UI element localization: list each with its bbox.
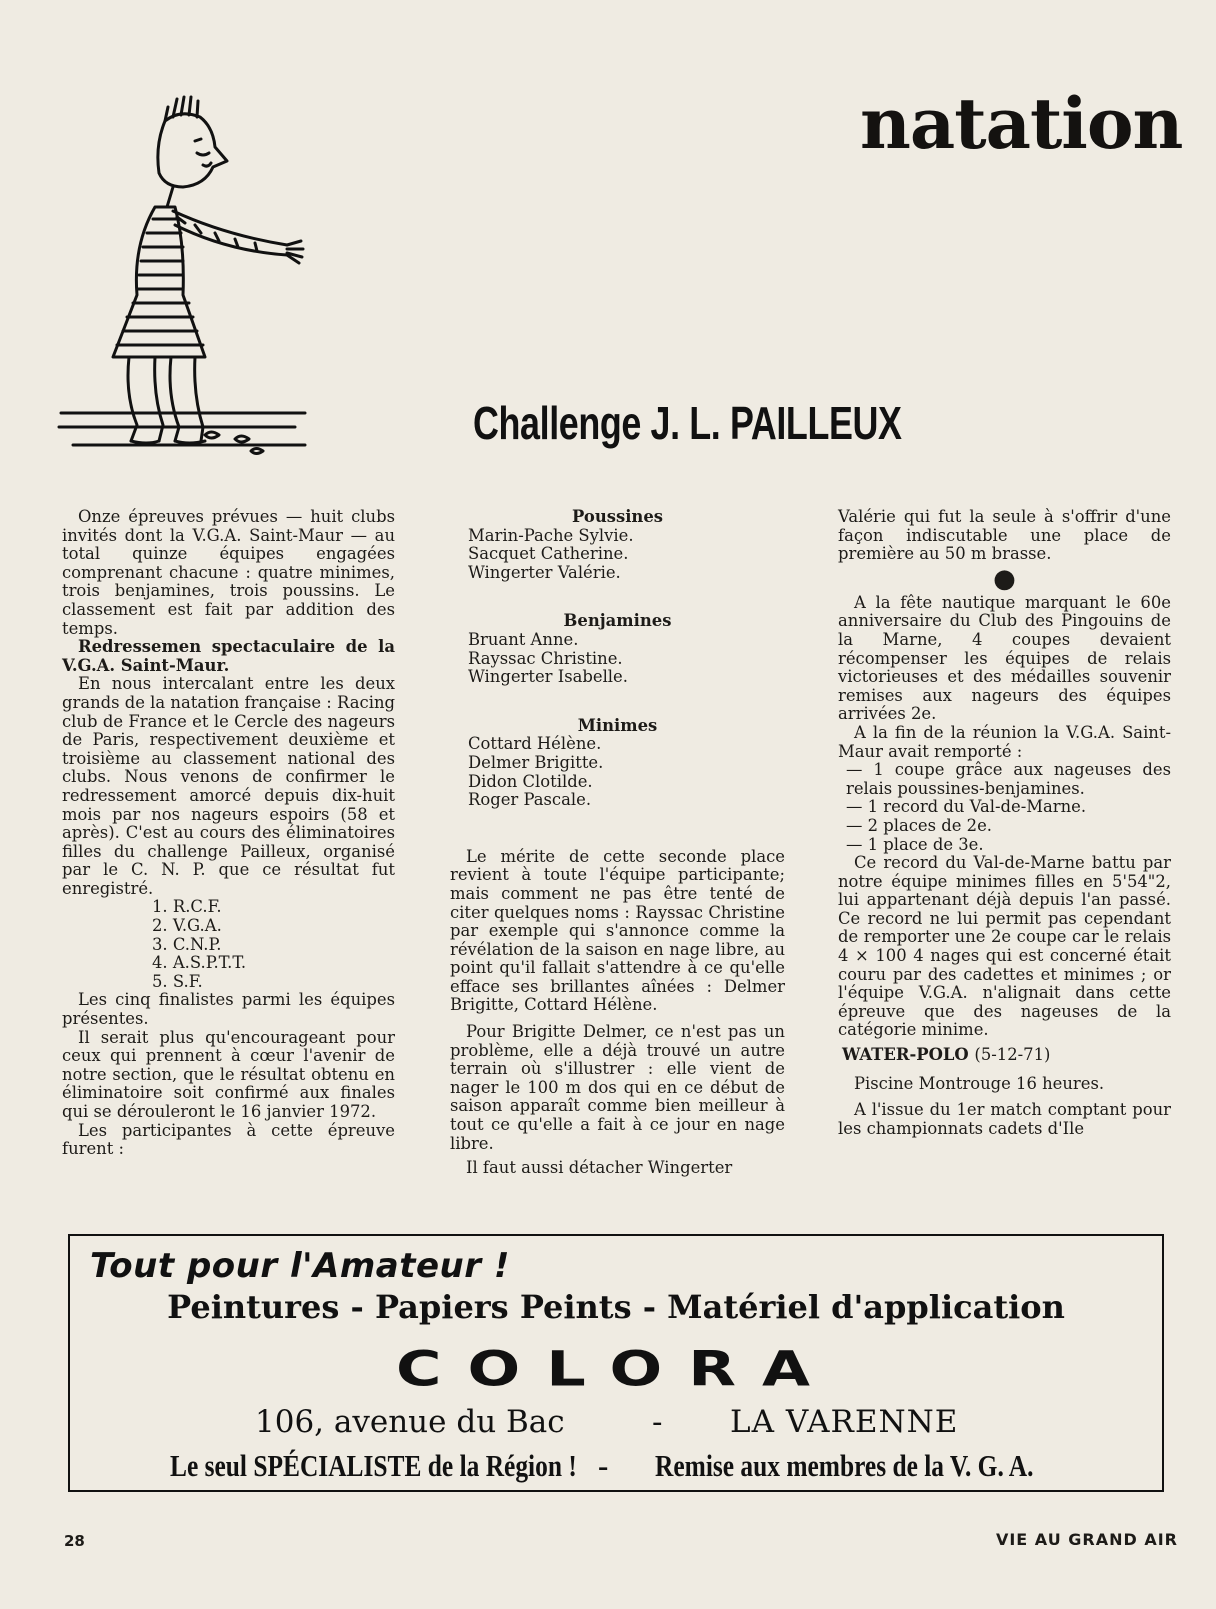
ad-products: Peintures - Papiers Peints - Matériel d'application	[167, 1288, 1065, 1326]
water-polo-heading	[838, 1046, 1171, 1065]
col1-paragraph: Il serait plus qu'encourageant pour ceux qui prennent à cœur l'avenir de notre section, que le résultat obtenu en éliminatoire soit confirmé aux finales qui se dérouleront le 16 janvier 1972.	[62, 1027, 395, 1121]
advertisement	[68, 1234, 1164, 1492]
category-title-benjamines: Benjamines	[563, 611, 672, 631]
col1-subhead: Redressemen spectaculaire de la V.G.A. Saint-Maur.	[62, 637, 395, 675]
ranking-item: 5. S.F.	[152, 971, 203, 991]
participant-name: Marin-Pache Sylvie.	[468, 525, 634, 545]
ranking-item: 1. R.C.F.	[152, 897, 222, 917]
ad-separator: -	[598, 1448, 609, 1483]
participant-name: Delmer Brigitte.	[468, 752, 604, 772]
section-bullet: ●	[993, 563, 1016, 594]
participant-name: Sacquet Catherine.	[468, 544, 629, 564]
participant-name: Rayssac Christine.	[468, 648, 623, 668]
col1-paragraph: Les participantes à cette épreuve furent :	[62, 1120, 395, 1159]
result-item: — 1 coupe grâce aux nageuses des relais poussines-benjamines.	[846, 760, 1171, 798]
water-polo-date: (5-12-71)	[974, 1045, 1051, 1065]
ad-slogan-right: Remise aux membres de la V. G. A.	[655, 1448, 1034, 1483]
col3-paragraph: A l'issue du 1er match comptant pour les championnats cadets d'Ile	[838, 1100, 1171, 1138]
ranking-item: 4. A.S.P.T.T.	[152, 953, 247, 973]
water-polo-title: WATER-POLO	[842, 1045, 969, 1065]
ad-address: 106, avenue du Bac	[255, 1404, 565, 1440]
col3-paragraph: A la fin de la réunion la V.G.A. Saint-Maur avait remporté :	[838, 722, 1171, 761]
participant-name: Wingerter Valérie.	[468, 562, 621, 582]
article-column-3	[838, 508, 1171, 1138]
name-list	[450, 527, 785, 583]
ranking-list	[62, 898, 395, 991]
magazine-name: VIE AU GRAND AIR	[995, 1530, 1178, 1549]
ranking-item: 3. C.N.P.	[152, 934, 222, 954]
participant-name: Roger Pascale.	[468, 790, 592, 810]
col1-paragraph: Les cinq finalistes parmi les équipes présentes.	[62, 990, 395, 1029]
participant-name: Didon Clotilde.	[468, 771, 593, 791]
col3-paragraph: Valérie qui fut la seule à s'offrir d'une façon indiscutable une place de première au 50 m brasse.	[838, 507, 1171, 564]
col2-paragraph: Pour Brigitte Delmer, ce n'est pas un problème, elle a déjà trouvé un autre terrain où s'illustrer : elle vient de nager le 100 m dos qui en ce début de saison apparaît comme bien meilleur à tout ce qu'elle a fait à ce jour en nage libre.	[450, 1022, 785, 1153]
swimmer-illustration	[55, 95, 315, 470]
ad-city: LA VARENNE	[730, 1404, 959, 1440]
ad-slogan-left: Le seul SPÉCIALISTE de la Région !	[170, 1448, 577, 1483]
participant-name: Bruant Anne.	[468, 629, 579, 649]
page-number: 28	[64, 1532, 85, 1550]
ranking-item: 2. V.G.A.	[152, 916, 222, 936]
col3-paragraph: Ce record du Val-de-Marne battu par notre équipe minimes filles en 5'54"2, lui appartenant déjà depuis l'an passé. Ce record ne lui permit pas cependant de remporter une 2e coupe car le relais 4 × 100 4 nages qui est concerné était couru par des cadettes et minimes ; or l'équipe V.G.A. n'alignait dans cette épreuve que des nageuses de la catégorie minime.	[838, 853, 1171, 1040]
result-item: — 1 record du Val-de-Marne.	[846, 797, 1087, 817]
participant-name: Wingerter Isabelle.	[468, 667, 628, 687]
article-column-2	[450, 508, 785, 1178]
article-column-1	[62, 508, 395, 1159]
ad-tagline: Tout pour l'Amateur !	[90, 1246, 510, 1286]
ad-brand-logo: COLORA	[396, 1340, 836, 1397]
name-list	[450, 735, 785, 809]
participant-name: Cottard Hélène.	[468, 734, 602, 754]
col3-paragraph: Piscine Montrouge 16 heures.	[854, 1073, 1105, 1093]
col2-paragraph: Le mérite de cette seconde place revient à toute l'équipe participante; mais comment ne pas être tenté de citer quelques noms : Rayssac Christine par exemple qui s'annonce comme la révélation de la saison en nage libre, au point qu'il fallait s'attendre à ce qu'elle efface ses brillantes aînées : Delmer Brigitte, Cottard Hélène.	[450, 846, 785, 1015]
col2-paragraph: Il faut aussi détacher Wingerter	[466, 1158, 733, 1178]
col1-paragraph: En nous intercalant entre les deux grands de la natation française : Racing club de France et le Cercle des nageurs de Paris, respectivement deuxième et troisième au classement national des clubs. Nous venons de confirmer le redressement amorcé depuis dix-huit mois par nos nageurs espoirs (58 et après). C'est au cours des éliminatoires filles du challenge Pailleux, organisé par le C. N. P. que ce résultat fut enregistré.	[62, 674, 395, 898]
col1-intro: Onze épreuves prévues — huit clubs invités dont la V.G.A. Saint-Maur — au total quinze équipes engagées comprenant chacune : quatre minimes, trois benjamines, trois poussins. Le classement est fait par addition des temps.	[62, 507, 395, 638]
category-title-poussines: Poussines	[572, 507, 663, 526]
col3-paragraph: A la fête nautique marquant le 60e anniversaire du Club des Pingouins de la Marne, 4 coupes devaient récompenser les équipes de relais victorieuses et des médailles souvenir remises aux nageurs des équipes arrivées 2e.	[838, 592, 1171, 724]
result-item: — 1 place de 3e.	[846, 834, 984, 854]
result-item: — 2 places de 2e.	[846, 815, 992, 835]
category-title-minimes: Minimes	[577, 715, 658, 735]
name-list	[450, 631, 785, 687]
article-headline: Challenge J. L. PAILLEUX	[473, 397, 902, 449]
ad-separator: -	[652, 1404, 663, 1440]
section-title: natation	[860, 82, 1183, 165]
